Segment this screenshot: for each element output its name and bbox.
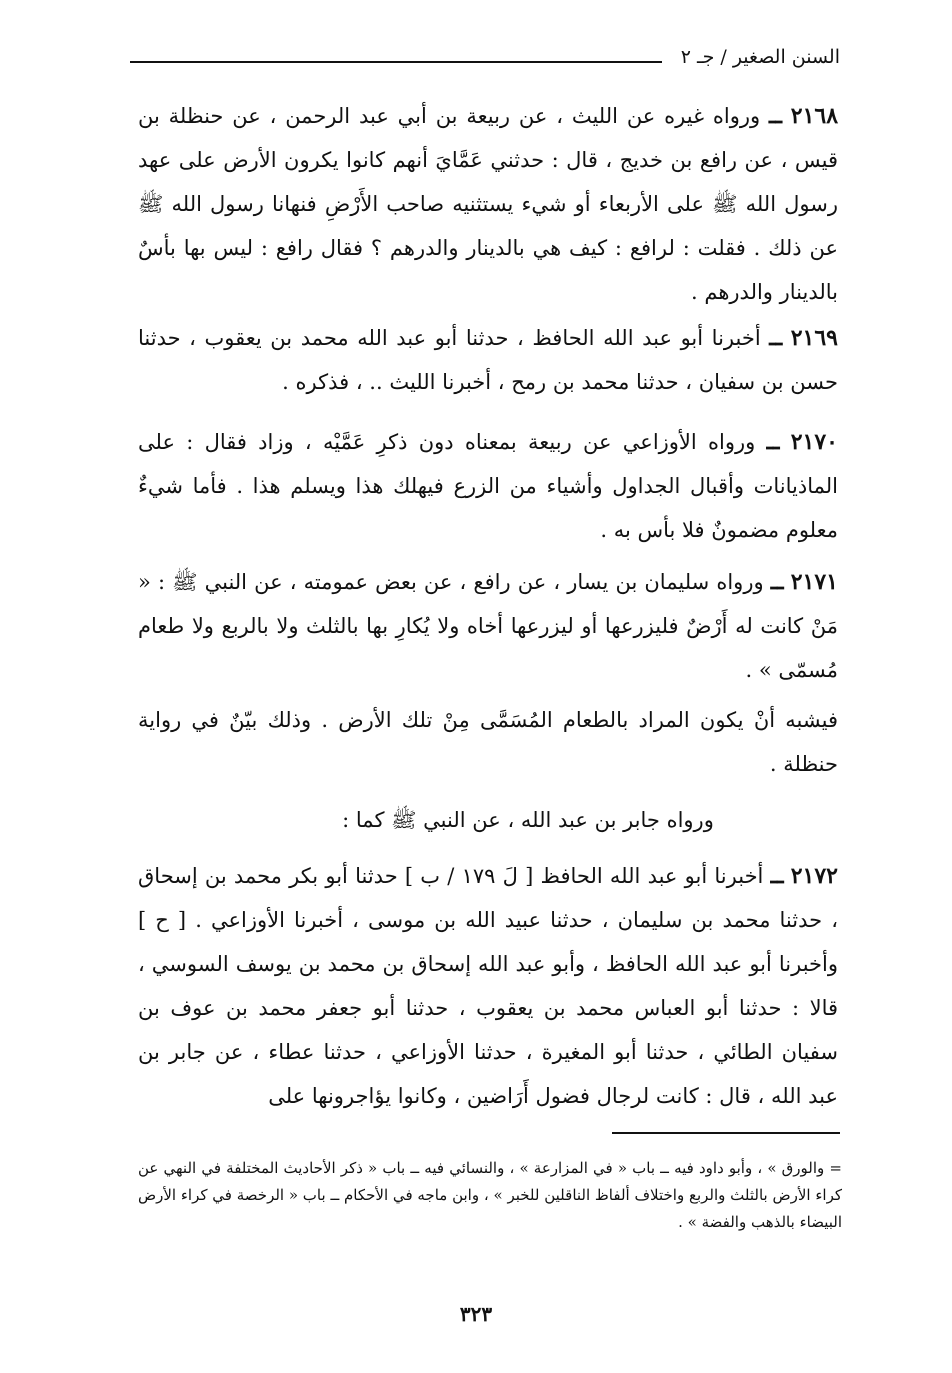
hadith-number: ٢١٧١: [790, 569, 838, 595]
footnote-text: = والورق » ، وأبو داود فيه ــ باب « في المزارعة » ، والنسائي فيه ــ باب « ذكر الأحاديث المختلفة في النهي عن كراء الأرض بالثلث والربع واختلاف ألفاظ الناقلين للخبر » ، وابن ماجه في الأحكام ــ باب « الرخصة في كراء الأرض البيضاء بالذهب والفضة » .: [138, 1159, 842, 1231]
number-dash: ــ: [766, 429, 780, 455]
commentary-paragraph: [138, 698, 838, 786]
footnote: [138, 1155, 842, 1236]
footnote-rule: [612, 1132, 840, 1134]
commentary-text: فيشبه أنْ يكون المراد بالطعام المُسَمَّى مِنْ تلك الأرض . وذلك بيّنٌ في رواية حنظلة .: [138, 708, 838, 776]
hadith-text: ورواه سليمان بن يسار ، عن رافع ، عن بعض عمومته ، عن النبي ﷺ : « مَنْ كانت له أَرْضٌ فليزرعها أو ليزرعها أخاه ولا يُكارِ بها بالثلث ولا بالربع ولا طعام مُسمّى » .: [138, 570, 838, 682]
hadith-number: ٢١٦٨: [790, 103, 839, 129]
hadith-text: ورواه غيره عن الليث ، عن ربيعة بن أبي عبد الرحمن ، عن حنظلة بن قيس ، عن رافع بن خديج ، قال : حدثني عَمَّايَ أنهم كانوا يكرون الأرض على عهد رسول الله ﷺ على الأربعاء أو شيء يستثنيه صاحب الأَرْضِ فنهانا رسول الله ﷺ عن ذلك . فقلت : لرافع : كيف هي بالدينار والدرهم ؟ فقال رافع : ليس بها بأسٌ بالدينار والدرهم .: [138, 104, 838, 304]
jabir-intro: [138, 798, 838, 842]
hadith-number: ٢١٦٩: [790, 325, 838, 351]
number-dash: ــ: [769, 103, 782, 129]
page-number: ٣٢٣: [459, 1302, 493, 1326]
hadith-number: ٢١٧٢: [790, 863, 838, 889]
header-title: السنن الصغير / جـ ٢: [680, 46, 840, 68]
hadith-number: ٢١٧٠: [790, 429, 838, 455]
hadith-2168: [138, 94, 838, 314]
header-rule: [130, 61, 662, 63]
hadith-2172: [138, 854, 838, 1118]
number-dash: ــ: [770, 863, 784, 889]
running-header: [130, 42, 840, 72]
number-dash: ــ: [770, 569, 784, 595]
hadith-text: ورواه الأوزاعي عن ربيعة بمعناه دون ذكرِ عَمَّيْه ، وزاد فقال : على الماذيانات وأقبال الجداول وأشياء من الزرع فيهلك هذا ويسلم هذا . فأما شيءٌ معلوم مضمونٌ فلا بأس به .: [138, 430, 838, 542]
number-dash: ــ: [769, 325, 783, 351]
jabir-text: ورواه جابر بن عبد الله ، عن النبي ﷺ كما :: [342, 808, 714, 832]
hadith-text: أخبرنا أبو عبد الله الحافظ ، حدثنا أبو عبد الله محمد بن يعقوب ، حدثنا حسن بن سفيان ، حدثنا محمد بن رمح ، أخبرنا الليث .. ، فذكره .: [138, 326, 838, 394]
hadith-2171: [138, 560, 838, 692]
hadith-2169: [138, 316, 838, 404]
hadith-text: أخبرنا أبو عبد الله الحافظ [ لَ ١٧٩ / ب ] حدثنا أبو بكر محمد بن إسحاق ، حدثنا محمد بن سليمان ، حدثنا عبيد الله بن موسى ، أخبرنا الأوزاعي . [ ح ] وأخبرنا أبو عبد الله الحافظ ، وأبو عبد الله إسحاق بن محمد بن يوسف السوسي ، قالا : حدثنا أبو العباس محمد بن يعقوب ، حدثنا أبو جعفر محمد بن عوف بن سفيان الطائي ، حدثنا أبو المغيرة ، حدثنا الأوزاعي ، حدثنا عطاء ، عن جابر بن عبد الله ، قال : كانت لرجال فضول أَرَاضين ، وكانوا يؤاجرونها على: [138, 864, 838, 1108]
hadith-2170: [138, 420, 838, 552]
